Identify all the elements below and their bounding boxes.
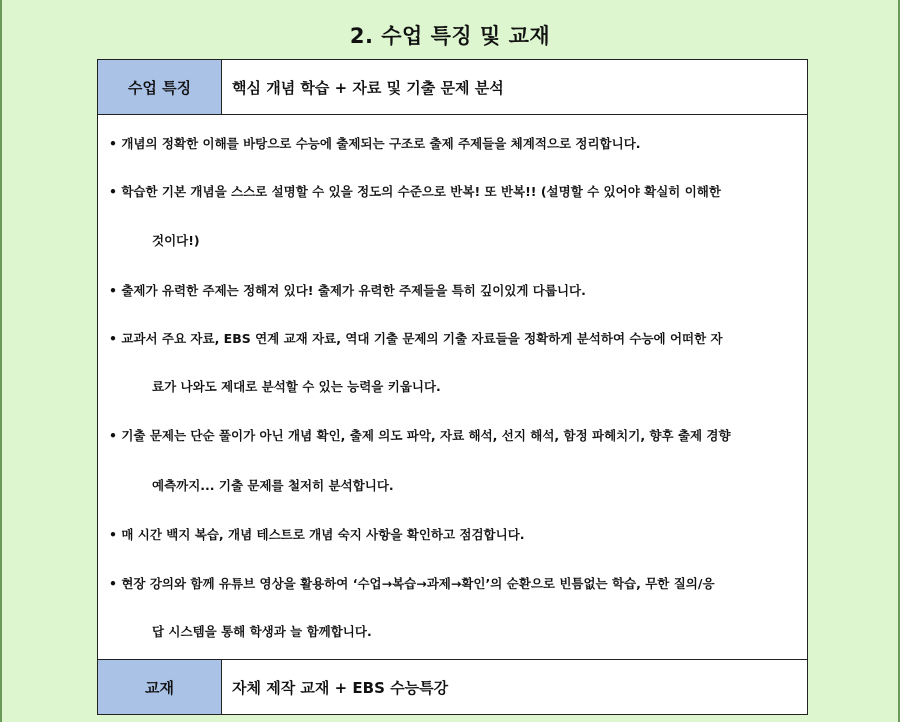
textbook-value: 자체 제작 교재 + EBS 수능특강	[232, 678, 449, 697]
bullet-item-continuation: 예측까지... 기출 문제를 철저히 분석합니다.	[152, 478, 394, 493]
feature-row	[97, 59, 808, 115]
bullet-item: • 매 시간 백지 복습, 개념 테스트로 개념 숙지 사항을 확인하고 점검합니다.	[109, 527, 525, 542]
textbook-row	[97, 659, 808, 715]
bullet-item: • 현장 강의와 함께 유튜브 영상을 활용하여 ‘수업→복습→과제→확인’의 순환으로 빈틈없는 학습, 무한 질의/응	[109, 576, 715, 591]
bullet-item-continuation: 답 시스템을 통해 학생과 늘 함께합니다.	[152, 624, 372, 639]
bullet-item-continuation: 것이다!)	[152, 233, 200, 248]
textbook-label: 교재	[98, 660, 222, 714]
feature-value: 핵심 개념 학습 + 자료 및 기출 문제 분석	[232, 78, 504, 97]
bullet-item: • 개념의 정확한 이해를 바탕으로 수능에 출제되는 구조로 출제 주제들을 체계적으로 정리합니다.	[109, 136, 641, 151]
bullet-item: • 출제가 유력한 주제는 정해져 있다! 출제가 유력한 주제들을 특히 깊이있게 다룹니다.	[109, 283, 586, 298]
feature-label: 수업 특징	[98, 60, 222, 114]
bullet-item: • 학습한 기본 개념을 스스로 설명할 수 있을 정도의 수준으로 반복! 또 반복!! (설명할 수 있어야 확실히 이해한	[109, 184, 721, 199]
bullet-item-continuation: 료가 나와도 제대로 분석할 수 있는 능력을 키웁니다.	[152, 379, 441, 394]
section-title: 2. 수업 특징 및 교재	[349, 24, 551, 48]
bullet-item: • 교과서 주요 자료, EBS 연계 교재 자료, 역대 기출 문제의 기출 자료들을 정확하게 분석하여 수능에 어떠한 자	[109, 331, 723, 346]
bullet-item: • 기출 문제는 단순 풀이가 아닌 개념 확인, 출제 의도 파악, 자료 해석, 선지 해석, 함정 파헤치기, 향후 출제 경향	[109, 428, 731, 443]
